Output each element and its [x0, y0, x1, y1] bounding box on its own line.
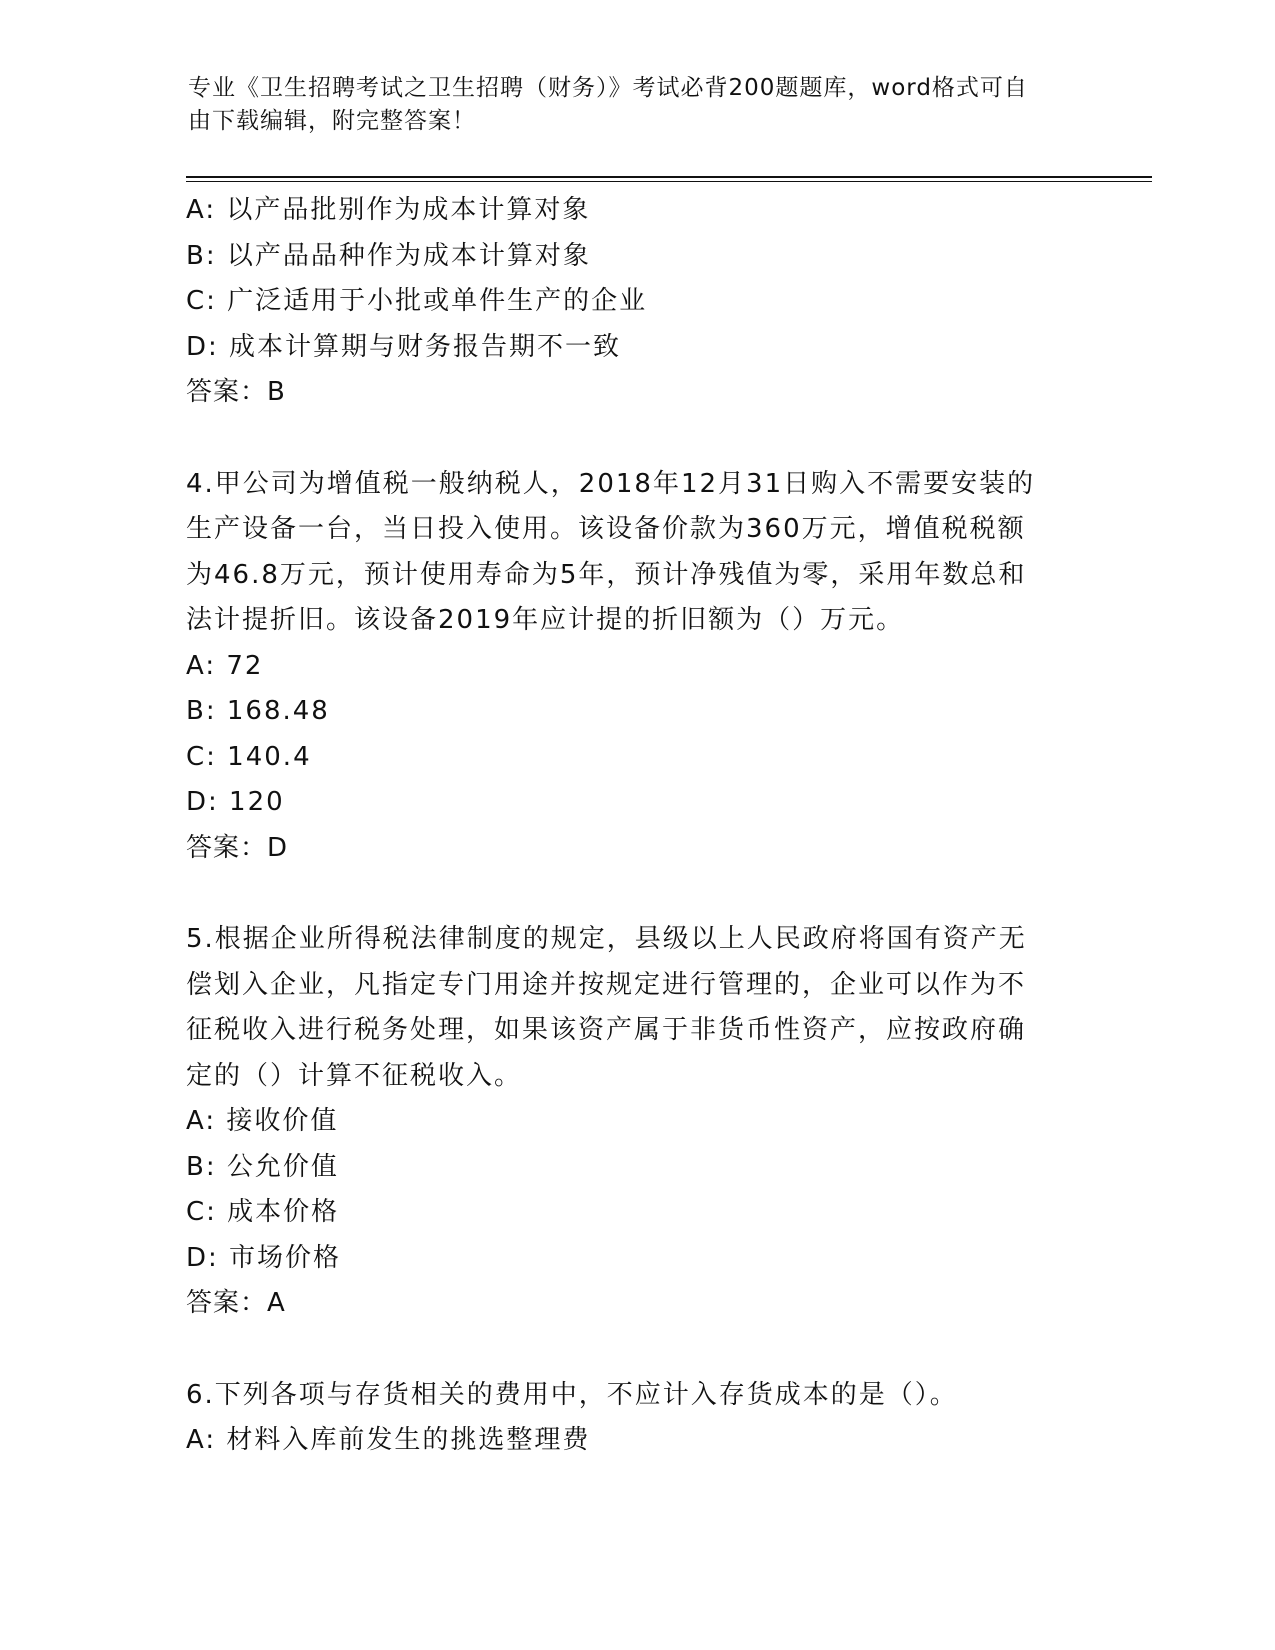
spacer: [186, 1327, 1086, 1373]
question-3-option-c: C: 广泛适用于小批或单件生产的企业: [186, 286, 648, 316]
question-6-option-a: A: 材料入库前发生的挑选整理费: [186, 1425, 591, 1455]
question-4-stem-line: 4.甲公司为增值税一般纳税人，2018年12月31日购入不需要安装的: [186, 468, 1036, 499]
question-4-stem-line: 法计提折旧。该设备2019年应计提的折旧额为（）万元。: [186, 605, 905, 635]
spacer: [186, 416, 1086, 462]
header-line-2: 由下载编辑，附完整答案！: [188, 108, 476, 134]
question-5-stem-line: 5.根据企业所得税法律制度的规定，县级以上人民政府将国有资产无: [186, 924, 1027, 954]
question-5-stem-line: 征税收入进行税务处理，如果该资产属于非货币性资产，应按政府确: [186, 1015, 1027, 1045]
question-5-option-a: A: 接收价值: [186, 1106, 339, 1136]
question-4-answer: 答案：D: [186, 832, 289, 863]
question-3-option-a: A: 以产品批别作为成本计算对象: [186, 195, 591, 225]
question-6: [186, 1373, 1086, 1464]
question-5-answer: 答案：A: [186, 1288, 286, 1318]
question-3-answer: 答案：B: [186, 377, 286, 407]
question-content: [186, 188, 1086, 1464]
question-4-option-a: A: 72: [186, 650, 264, 681]
question-4-option-c: C: 140.4: [186, 741, 312, 772]
question-5-option-d: D: 市场价格: [186, 1242, 342, 1273]
question-4-stem-line: 为46.8万元，预计使用寿命为5年，预计净残值为零，采用年数总和: [186, 559, 1027, 590]
header-divider-thick: [186, 176, 1152, 178]
question-3-option-d: D: 成本计算期与财务报告期不一致: [186, 331, 622, 362]
question-5-option-c: C: 成本价格: [186, 1197, 340, 1227]
question-4: [186, 462, 1086, 872]
question-3-option-b: B: 以产品品种作为成本计算对象: [186, 240, 591, 271]
question-4-option-d: D: 120: [186, 787, 285, 817]
question-5-stem-line: 偿划入企业，凡指定专门用途并按规定进行管理的，企业可以作为不: [186, 969, 1027, 1000]
header-divider-thin: [186, 181, 1152, 182]
spacer: [186, 871, 1086, 917]
question-6-stem-line: 6.下列各项与存货相关的费用中，不应计入存货成本的是（）。: [186, 1379, 958, 1410]
question-4-option-b: B: 168.48: [186, 696, 330, 726]
question-5-stem-line: 定的（）计算不征税收入。: [186, 1060, 523, 1091]
question-4-stem-line: 生产设备一台，当日投入使用。该设备价款为360万元，增值税税额: [186, 514, 1026, 544]
header-line-1: 专业《卫生招聘考试之卫生招聘（财务）》考试必背200题题库，word格式可自: [188, 75, 1028, 101]
question-3: [186, 188, 1086, 416]
question-5-option-b: B: 公允价值: [186, 1151, 339, 1182]
document-header: [188, 72, 1068, 138]
question-5: [186, 917, 1086, 1327]
